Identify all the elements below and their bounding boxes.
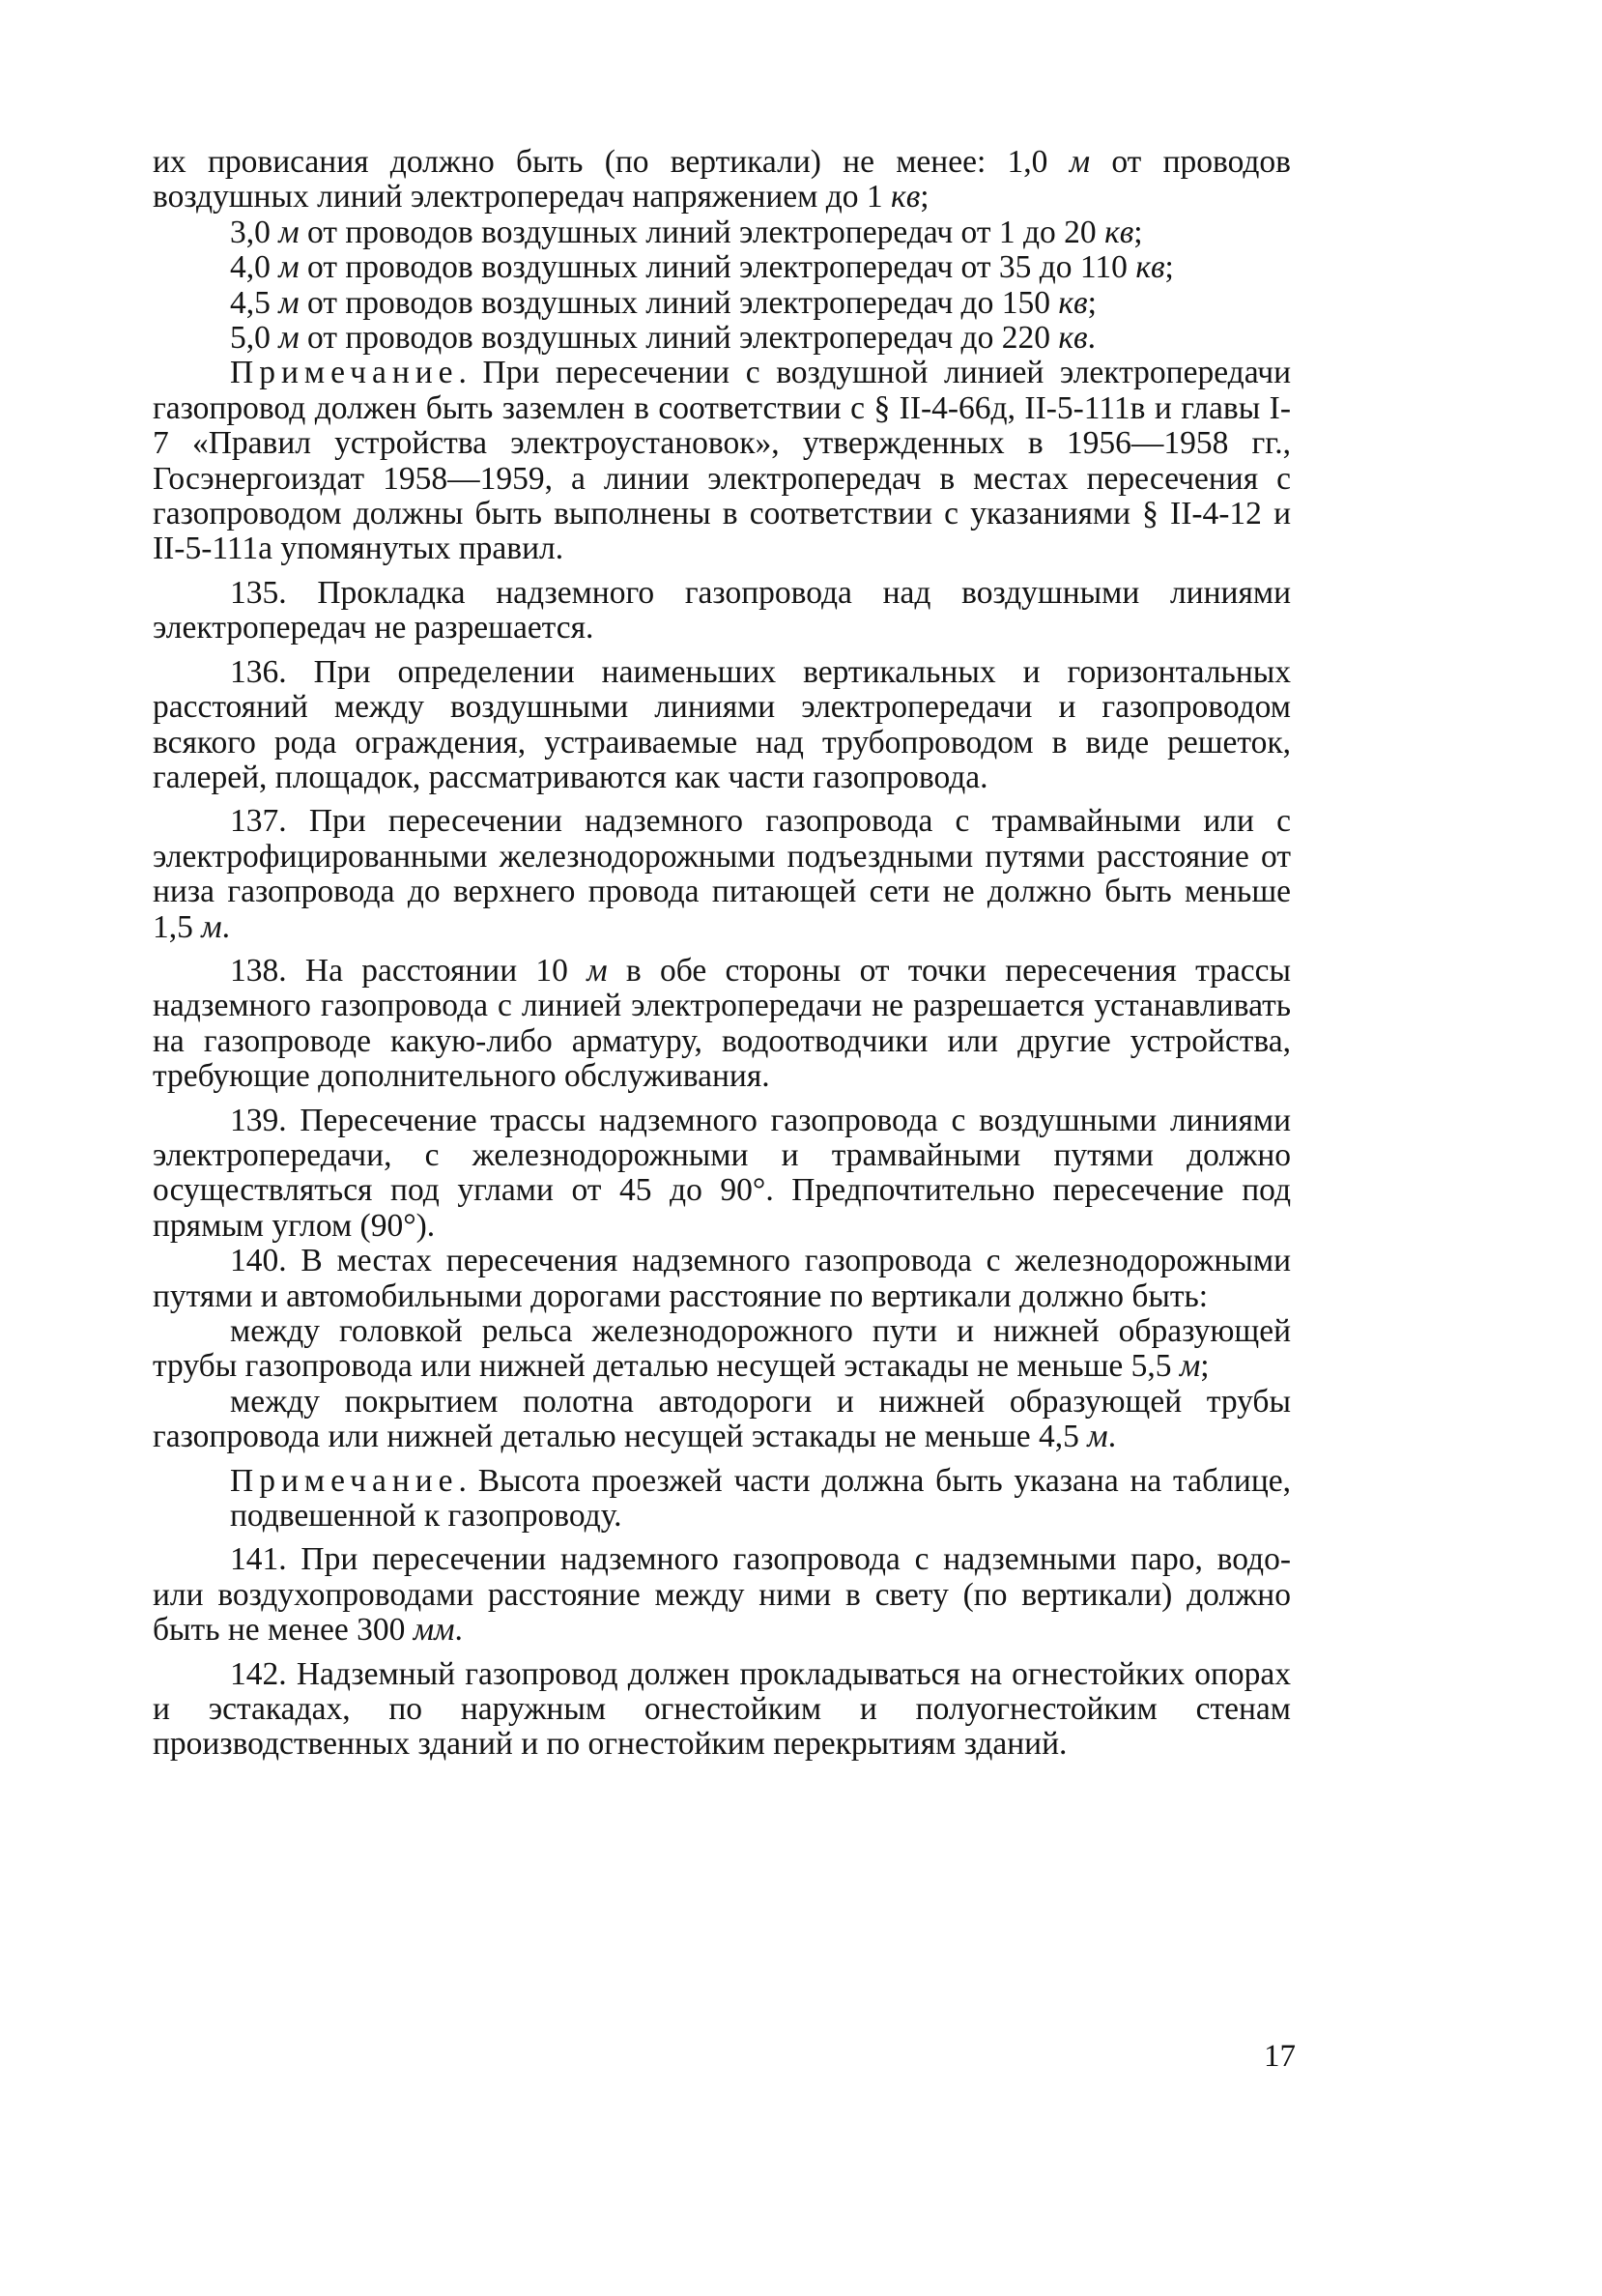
note-label: Примечание bbox=[230, 1462, 459, 1499]
text-run: 142. Надземный газопровод должен прокладываться на огнестойких опорах и эстакадах, по наружным огнестойким и полуогнестойким стенам производственных зданий и по огнестойким перекрытиям зданий. bbox=[153, 1655, 1291, 1763]
text-run: от проводов воздушных линий электропередач от 35 до 110 bbox=[299, 249, 1136, 286]
text-run: 4,0 bbox=[230, 249, 279, 286]
text-run: 141. При пересечении надземного газопровода с надземными паро, водо- или воздухопроводами расстояние между ними в свету (по вертикали) должно быть не менее 300 bbox=[153, 1541, 1291, 1649]
unit-text: м bbox=[278, 214, 300, 250]
unit-text: м bbox=[1087, 1419, 1108, 1455]
paragraph-clearance-intro bbox=[153, 145, 1291, 215]
text-run: их провисания должно быть (по вертикали) не менее: 1,0 bbox=[153, 144, 1070, 180]
text-run: 137. При пересечении надземного газопровода с трамвайными или с электрофицированными железнодорожными подъездными путями расстояние от низа газопровода до верхнего провода питающей сети не должно быть меньше 1,5 bbox=[153, 803, 1291, 945]
text-run: 138. На расстоянии 10 bbox=[230, 952, 587, 989]
text-run: . bbox=[1107, 1419, 1117, 1455]
text-run: . bbox=[221, 908, 231, 945]
paragraph-clearance-150kv bbox=[153, 286, 1291, 321]
paragraph-135 bbox=[153, 576, 1291, 646]
paragraph-140 bbox=[153, 1244, 1291, 1314]
paragraph-clearance-20kv bbox=[153, 215, 1291, 250]
text-run: 4,5 bbox=[230, 284, 279, 321]
paragraph-140-rail bbox=[153, 1314, 1291, 1385]
paragraph-clearance-110kv bbox=[153, 250, 1291, 285]
text-run: . bbox=[454, 1612, 463, 1649]
text-run: между головкой рельса железнодорожного пути и нижней образующей трубы газопровода или нижней деталью несущей эстакады не меньше 5,5 bbox=[153, 1313, 1291, 1385]
unit-text: мм bbox=[413, 1612, 455, 1649]
unit-text: м bbox=[1069, 144, 1091, 180]
paragraph-note-height bbox=[153, 1464, 1291, 1535]
text-run: в обе стороны от точки пересечения трассы надземного газопровода с линией электропередачи не разрешается устанавливать на газопроводе какую-либо арматуру, водоотводчики или другие устройства, требующие дополнительного обслуживания. bbox=[153, 952, 1291, 1095]
paragraph-140-road bbox=[153, 1385, 1291, 1455]
paragraph-note-grounding bbox=[153, 356, 1291, 566]
text-run: 136. При определении наименьших вертикальных и горизонтальных расстояний между воздушными линиями электропередачи и газопроводом всякого рода ограждения, устраиваемые над трубопроводом в виде решеток, галерей, площадок, рассматриваются как части газопровода. bbox=[153, 653, 1291, 795]
paragraph-137 bbox=[153, 804, 1291, 945]
text-run: . При пересечении с воздушной линией электропередачи газопровод должен быть заземлен в соответствии с § II-4-66д, II-5-111в и главы I-7 «Правил устройства электроустановок», утвержденных в 1956—1958 гг., Госэнергоиздат 1958—1959, а линии электропередач в местах пересечения с газопроводом должны быть выполнены в соответствии с указаниями § II-4-12 и II-5-111а упомянутых правил. bbox=[153, 355, 1291, 567]
unit-text: м bbox=[201, 908, 222, 945]
unit-text: кв bbox=[1058, 284, 1088, 321]
paragraph-142 bbox=[153, 1657, 1291, 1763]
paragraph-141 bbox=[153, 1542, 1291, 1648]
paragraph-136 bbox=[153, 655, 1291, 796]
unit-text: кв bbox=[891, 179, 921, 215]
paragraph-139 bbox=[153, 1104, 1291, 1245]
document-page bbox=[153, 144, 1296, 2232]
unit-text: м bbox=[278, 320, 300, 357]
text-run: от проводов воздушных линий электропередач до 150 bbox=[299, 284, 1059, 321]
text-run: от проводов воздушных линий электропередач от 1 до 20 bbox=[299, 214, 1105, 250]
page-number: 17 bbox=[1264, 2039, 1296, 2074]
paragraph-138 bbox=[153, 954, 1291, 1095]
unit-text: кв bbox=[1058, 320, 1088, 357]
text-run: 140. В местах пересечения надземного газопровода с железнодорожными путями и автомобильными дорогами расстояние по вертикали должно быть: bbox=[153, 1243, 1291, 1314]
text-run: . Высота проезжей части должна быть указана на таблице, подвешенной к газопроводу. bbox=[230, 1462, 1291, 1535]
text-run: 139. Пересечение трассы надземного газопровода с воздушными линиями электропередачи, с железнодорожными и трамвайными путями должно осуществляться под углами от 45 до 90°. Предпочтительно пересечение под прямым углом (90°). bbox=[153, 1102, 1291, 1244]
text-run: 5,0 bbox=[230, 320, 279, 357]
text-run: ; bbox=[1200, 1348, 1210, 1385]
paragraph-clearance-220kv bbox=[153, 321, 1291, 356]
text-run: ; bbox=[1087, 284, 1097, 321]
unit-text: кв bbox=[1135, 249, 1165, 286]
text-run: ; bbox=[1164, 249, 1174, 286]
unit-text: м bbox=[278, 249, 300, 286]
unit-text: кв bbox=[1104, 214, 1134, 250]
text-run: между покрытием полотна автодороги и нижней образующей трубы газопровода или нижней деталью несущей эстакады не меньше 4,5 bbox=[153, 1383, 1291, 1455]
text-run: от проводов воздушных линий электропередач напряжением до 1 bbox=[153, 144, 1291, 215]
unit-text: м bbox=[586, 952, 608, 989]
text-run: 3,0 bbox=[230, 214, 279, 250]
unit-text: м bbox=[1179, 1348, 1201, 1385]
text-run: ; bbox=[1133, 214, 1143, 250]
text-run: 135. Прокладка надземного газопровода над воздушными линиями электропередач не разрешается. bbox=[153, 574, 1291, 646]
note-label: Примечание bbox=[230, 355, 459, 391]
text-run: . bbox=[1087, 320, 1096, 357]
text-run: ; bbox=[920, 179, 930, 215]
text-run: от проводов воздушных линий электропередач до 220 bbox=[299, 320, 1059, 357]
body-text bbox=[153, 145, 1291, 1763]
unit-text: м bbox=[278, 284, 300, 321]
